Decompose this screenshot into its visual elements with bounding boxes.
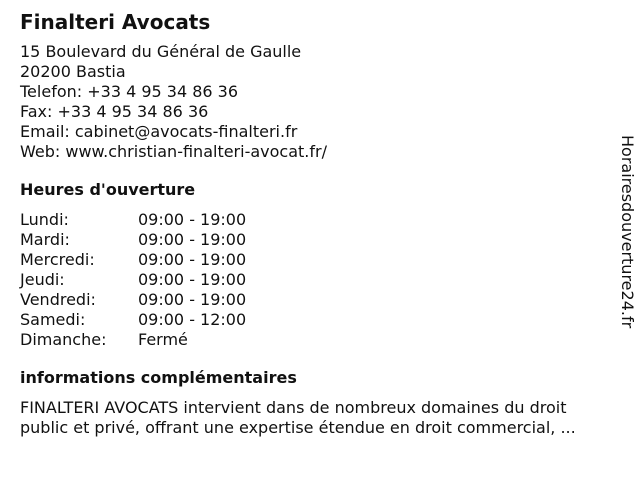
hours-time: 09:00 - 19:00	[138, 250, 247, 269]
hours-heading: Heures d'ouverture	[20, 180, 196, 199]
hours-time: 09:00 - 19:00	[138, 290, 247, 309]
hours-row-thursday	[20, 270, 610, 290]
hours-row-friday	[20, 290, 610, 310]
hours-time: 09:00 - 19:00	[138, 210, 247, 229]
hours-row-saturday	[20, 310, 610, 330]
hours-day: Jeudi:	[20, 270, 65, 289]
info-heading: informations complémentaires	[20, 368, 297, 387]
hours-day: Mercredi:	[20, 250, 95, 269]
hours-day: Vendredi:	[20, 290, 96, 309]
hours-time: Fermé	[138, 330, 188, 349]
hours-row-tuesday	[20, 230, 610, 250]
hours-day: Mardi:	[20, 230, 70, 249]
fax-line: Fax: +33 4 95 34 86 36	[20, 102, 209, 121]
hours-day: Samedi:	[20, 310, 86, 329]
hours-table	[20, 210, 610, 350]
hours-time: 09:00 - 19:00	[138, 230, 247, 249]
address-line-2: 20200 Bastia	[20, 62, 126, 81]
hours-row-wednesday	[20, 250, 610, 270]
hours-day: Lundi:	[20, 210, 69, 229]
hours-day: Dimanche:	[20, 330, 107, 349]
info-text-line-2: public et privé, offrant une expertise étendue en droit commercial, ...	[20, 418, 576, 437]
info-description	[20, 398, 610, 438]
business-name: Finalteri Avocats	[20, 10, 211, 34]
phone-line: Telefon: +33 4 95 34 86 36	[20, 82, 239, 101]
address-line-1: 15 Boulevard du Général de Gaulle	[20, 42, 302, 61]
email-line[interactable]: Email: cabinet@avocats-finalteri.fr	[20, 122, 298, 141]
info-text-line-1: FINALTERI AVOCATS intervient dans de nombreux domaines du droit	[20, 398, 567, 417]
hours-time: 09:00 - 12:00	[138, 310, 247, 329]
business-card	[20, 8, 610, 438]
contact-block	[20, 42, 610, 162]
hours-row-monday	[20, 210, 610, 230]
hours-row-sunday	[20, 330, 610, 350]
hours-time: 09:00 - 19:00	[138, 270, 247, 289]
site-watermark: Horairesdouverture24.fr	[618, 135, 637, 329]
web-line[interactable]: Web: www.christian-finalteri-avocat.fr/	[20, 142, 327, 161]
